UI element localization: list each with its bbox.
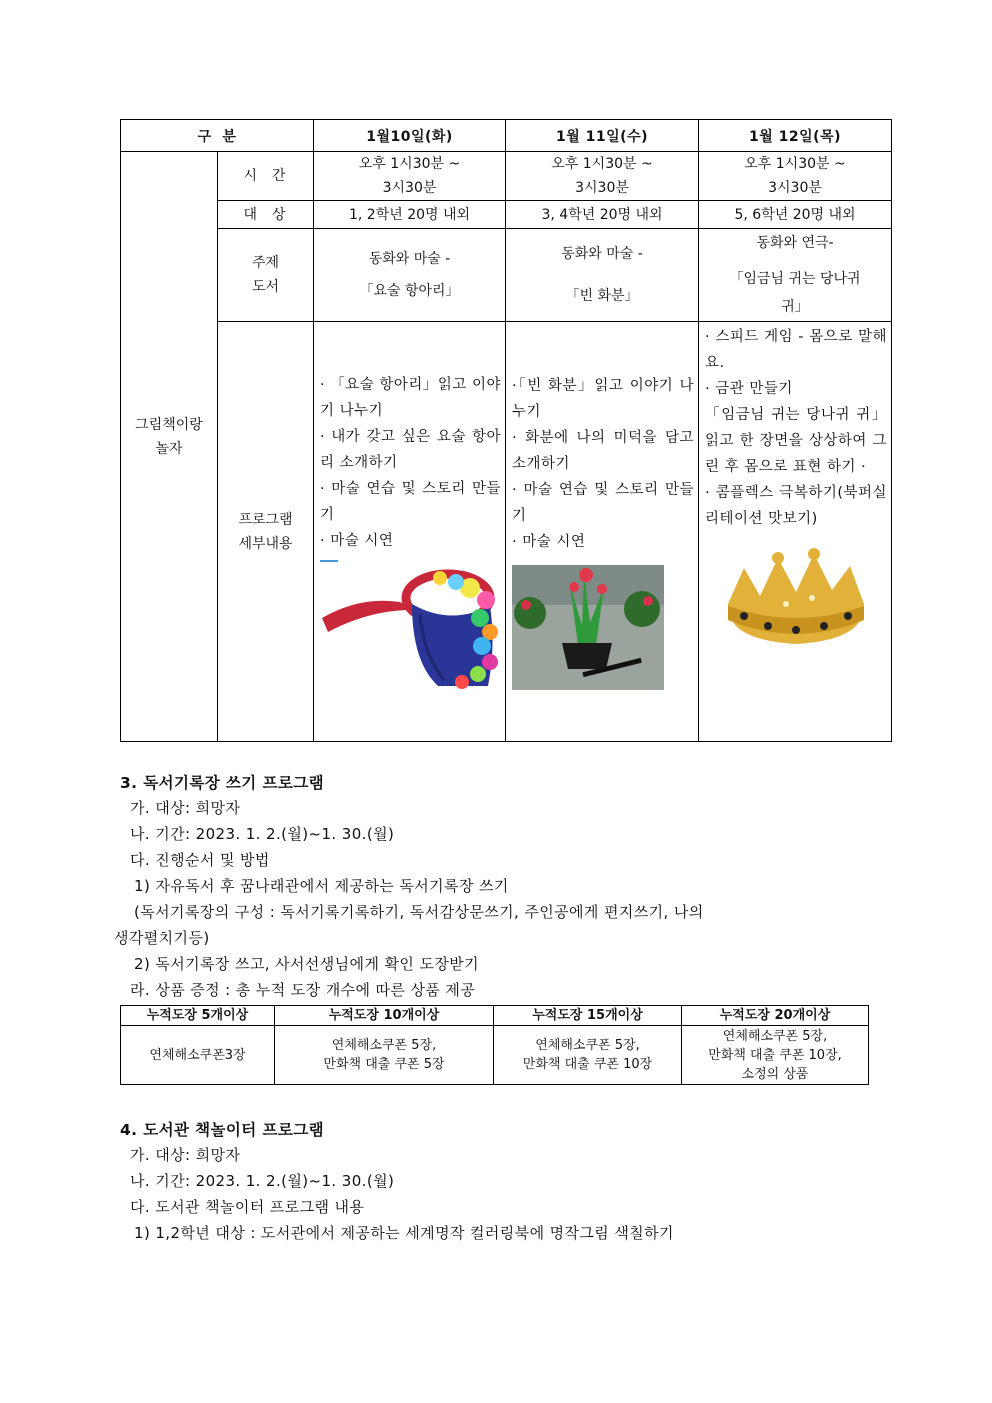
reward-line: 연체해소쿠폰 5장, [722,1028,828,1044]
detail-day3-item: · 콤플렉스 극복하기(북퍼실리테이션 맛보기) [705,485,888,527]
reward-line: 연체해소쿠폰3장 [149,1047,246,1063]
header-day1: 1월10일(화) [314,120,506,152]
stamp-header: 누적도장 10개이상 [275,1006,494,1026]
section3-step1-note: (독서기록장의 구성 : 독서기록기록하기, 독서감상문쓰기, 주인공에게 편지쓰기, 나의 [134,903,704,921]
theme-day1-line1: 동화와 마술 - [368,251,451,267]
reward-line: 소정의 상품 [741,1066,809,1082]
theme-day3-line1: 동화와 연극- [756,235,834,251]
detail-day1-item: · 「요술 항아리」읽고 이야기 나누기 [320,376,502,419]
label-detail-line1: 프로그램 [238,511,293,528]
target-day3: 5, 6학년 20명 내외 [699,201,892,229]
section3-target: 가. 대상: 희망자 [130,799,241,817]
detail-day1-item: · 마술 시연 [320,532,394,549]
program-name-line1: 그림책이랑 [135,416,203,433]
mark-line [320,560,338,562]
reward-line: 만화책 대출 쿠폰 5장 [323,1057,445,1072]
header-category: 구 분 [121,120,314,152]
time-day1 [314,152,506,201]
detail-day3-item: · 금관 만들기 [705,381,793,397]
theme-day2-line2: 「빈 화분」 [565,288,639,304]
detail-day1-item: · 내가 갖고 싶은 요술 항아리 소개하기 [320,428,502,471]
time-day2-line2: 3시30분 [575,180,629,196]
target-row [121,201,892,229]
time-row [121,152,892,201]
label-target: 대 상 [218,201,314,229]
theme-day2-line1: 동화와 마술 - [561,246,643,262]
time-day3-line2: 3시30분 [768,180,822,196]
section3-title: 3. 독서기록장 쓰기 프로그램 [120,774,324,792]
stamp-header: 누적도장 15개이상 [494,1006,682,1026]
section3-step1: 1) 자유독서 후 꿈나래관에서 제공하는 독서기록장 쓰기 [134,877,509,895]
section3-reward: 라. 상품 증정 : 총 누적 도장 개수에 따른 상품 제공 [130,981,476,999]
label-detail-line2: 세부내용 [238,535,293,552]
schedule-header-row [121,120,892,152]
section4-period: 나. 기간: 2023. 1. 2.(월)~1. 30.(월) [130,1172,395,1190]
flower-pot-image [512,565,664,690]
section3-step1-note-cont: 생각펼치기등) [114,929,210,947]
time-day2-line1: 오후 1시30분 ~ [551,156,653,172]
theme-day1 [314,229,506,322]
reward-line: 만화책 대출 쿠폰 10장 [522,1057,653,1072]
reward-cell [121,1026,275,1085]
stamp-header: 누적도장 5개이상 [121,1006,275,1026]
theme-day1-line2: 「요술 항아리」 [359,283,460,299]
reward-line: 연체해소쿠폰 5장, [535,1038,640,1053]
theme-day2 [506,229,699,322]
golden-crown-image [716,544,876,656]
label-time: 시 간 [218,152,314,201]
section3-period: 나. 기간: 2023. 1. 2.(월)~1. 30.(월) [130,825,395,843]
label-theme-line2: 도서 [251,279,280,295]
detail-day2-item: ·「빈 화분」읽고 이야기 나누기 [512,378,695,420]
magic-bag-image [320,566,498,692]
time-day3-line1: 오후 1시30분 ~ [744,156,846,172]
detail-day2 [506,322,699,742]
section4-step1: 1) 1,2학년 대상 : 도서관에서 제공하는 세계명작 컬러링북에 명작그림 색칠하기 [134,1224,674,1242]
stamp-header: 누적도장 20개이상 [682,1006,869,1026]
reward-line: 만화책 대출 쿠폰 10장, [708,1047,842,1063]
target-day1: 1, 2학년 20명 내외 [314,201,506,229]
detail-day1 [314,322,506,742]
theme-day3 [699,229,892,322]
reward-cell [682,1026,869,1085]
theme-row [121,229,892,322]
time-day2 [506,152,699,201]
header-day2: 1월 11일(수) [506,120,699,152]
reward-cell [494,1026,682,1085]
theme-day3-line3: 귀」 [781,299,809,315]
header-day3: 1월 12일(목) [699,120,892,152]
detail-day3-item: 「임금님 귀는 당나귀 귀」읽고 한 장면을 상상하여 그린 후 몸으로 표현 하기 · [705,407,888,475]
stamp-reward-row [121,1026,869,1085]
detail-day3-item: · 스피드 게임 - 몸으로 말해요. [705,329,888,371]
program-schedule-table [120,119,892,742]
stamp-header-row [121,1006,869,1026]
detail-day3 [699,322,892,742]
section4-content: 다. 도서관 책놀이터 프로그램 내용 [130,1198,365,1216]
detail-day2-item: · 화분에 나의 미덕을 담고 소개하기 [512,430,695,472]
detail-day2-item: · 마술 시연 [512,534,586,550]
program-name-cell [121,152,218,742]
detail-day2-item: · 마술 연습 및 스토리 만들기 [512,482,695,524]
label-theme [218,229,314,322]
section3-step2: 2) 독서기록장 쓰고, 사서선생님에게 확인 도장받기 [134,955,480,973]
reward-line: 연체해소쿠폰 5장, [331,1038,437,1053]
section3-method: 다. 진행순서 및 방법 [130,851,270,869]
reward-cell [275,1026,494,1085]
label-detail [218,322,314,742]
theme-day3-line2: 「임금님 귀는 당나귀 [729,271,861,287]
time-day1-line1: 오후 1시30분 ~ [358,156,461,172]
program-name-line2: 놀자 [155,440,183,457]
stamp-reward-table [120,1005,869,1085]
target-day2: 3, 4학년 20명 내외 [506,201,699,229]
section4-title: 4. 도서관 책놀이터 프로그램 [120,1121,324,1139]
section4-target: 가. 대상: 희망자 [130,1146,241,1164]
detail-day1-item: · 마술 연습 및 스토리 만들기 [320,480,502,523]
time-day1-line2: 3시30분 [382,180,437,196]
detail-row [121,322,892,742]
label-theme-line1: 주제 [251,255,280,271]
time-day3 [699,152,892,201]
